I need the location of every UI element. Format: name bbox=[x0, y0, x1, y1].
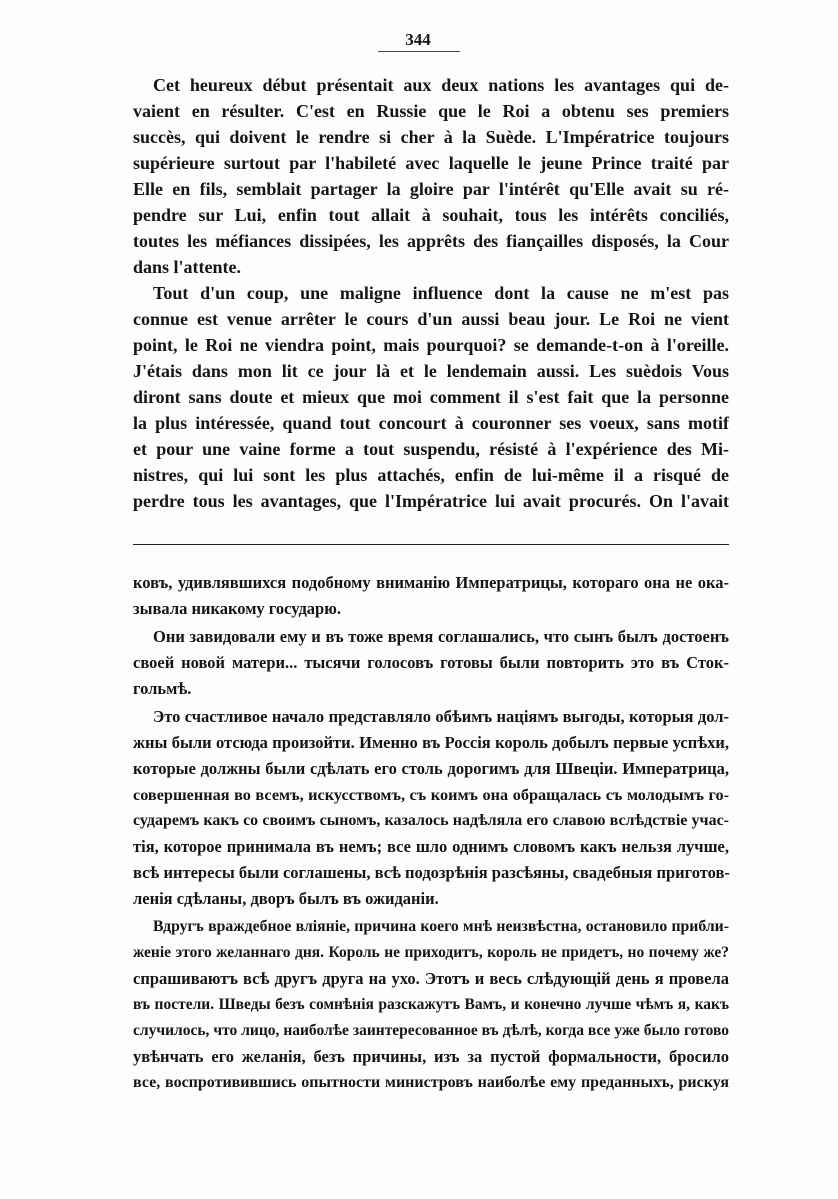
text-line: perdre tous les avantages, que l'Impératrice lui avait procurés. On l'avait bbox=[133, 491, 729, 511]
text-line: ленія сдѣланы, дворъ былъ въ ожиданіи. bbox=[133, 889, 439, 908]
text-line: vaient en résulter. C'est en Russie que le Roi a obtenu ses premiers bbox=[133, 101, 729, 121]
text-line: ковъ, удивлявшихся подобному вниманію Императрицы, котораго она не ока- bbox=[133, 573, 729, 592]
text-line: гольмѣ. bbox=[133, 679, 192, 698]
text-line: которые должны были сдѣлать его столь дорогимъ для Швеціи. Императрица, bbox=[133, 759, 729, 778]
text-line: жны были отсюда произойти. Именно въ Россія король добылъ первые успѣхи, bbox=[133, 733, 729, 752]
text-line: et pour une vaine forme a tout suspendu, résisté à l'expérience des Mi- bbox=[133, 439, 729, 459]
text-line: увѣнчать его желанія, безъ причины, изъ за пустой формальности, бросило bbox=[133, 1047, 729, 1066]
text-line: dans l'attente. bbox=[133, 257, 241, 277]
text-line: зывала никакому государю. bbox=[133, 599, 341, 618]
text-line: supérieure surtout par l'habileté avec laquelle le jeune Prince traité par bbox=[133, 153, 729, 173]
text-line: всѣ интересы были соглашены, всѣ подозрѣнія разсѣяны, свадебныя приготов- bbox=[133, 863, 730, 882]
text-line: Tout d'un coup, une maligne influence dont la cause ne m'est pas bbox=[153, 283, 729, 303]
text-line: сударемъ какъ со своимъ сыномъ, казалось надѣляла его славою вслѣдствіе учас- bbox=[133, 812, 729, 829]
text-line: Вдругъ враждебное вліяніе, причина коего мнѣ неизвѣстна, остановило прибли- bbox=[153, 918, 729, 935]
text-line: succès, qui doivent le rendre si cher à la Suède. L'Impératrice toujours bbox=[133, 127, 729, 147]
text-line: въ постели. Шведы безъ сомнѣнія разскажутъ Вамъ, и конечно лучше чѣмъ я, какъ bbox=[133, 996, 729, 1013]
text-line: все, воспротивившись опытности министровъ наиболѣе ему преданныхъ, рискуя bbox=[133, 1074, 729, 1091]
text-line: Elle en fils, semblait partager la gloire par l'intérêt qu'Elle avait su ré- bbox=[133, 179, 729, 199]
footnote-divider bbox=[133, 544, 729, 545]
text-line: совершенная во всемъ, искусствомъ, съ коимъ она обращалась съ молодымъ го- bbox=[133, 786, 729, 804]
text-line: point, le Roi ne viendra point, mais pourquoi? se demande-t-on à l'oreille. bbox=[133, 335, 729, 355]
text-line: connue est venue arrêter le cours d'un aussi beau jour. Le Roi ne vient bbox=[133, 309, 729, 329]
text-line: своей новой матери... тысячи голосовъ готовы были повторить это въ Сток- bbox=[133, 653, 729, 672]
page-number-rule bbox=[378, 51, 460, 52]
page-number: 344 bbox=[405, 30, 431, 49]
text-line: toutes les méfiances dissipées, les apprêts des fiançailles disposés, la Cour bbox=[133, 231, 729, 251]
text-line: J'étais dans mon lit ce jour là et le lendemain aussi. Les suèdois Vous bbox=[133, 361, 729, 381]
text-line: Cet heureux début présentait aux deux nations les avantages qui de- bbox=[153, 75, 729, 95]
text-line: Это счастливое начало представляло обѣимъ націямъ выгоды, которыя дол- bbox=[153, 707, 729, 726]
text-line: женіе этого желаннаго дня. Король не приходитъ, король не придетъ, но почему же? bbox=[133, 944, 729, 961]
text-line: спрашиваютъ всѣ другъ друга на ухо. Этотъ и весь слѣдующій день я провела bbox=[133, 969, 729, 988]
text-line: pendre sur Lui, enfin tout allait à souhait, tous les intérêts conciliés, bbox=[133, 205, 729, 225]
text-line: la plus intéressée, quand tout concourt à couronner ses voeux, sans motif bbox=[133, 413, 729, 433]
text-line: Они завидовали ему и въ тоже время соглашались, что сынъ былъ достоенъ bbox=[153, 627, 729, 646]
text-line: случилось, что лицо, наиболѣе заинтересованное въ дѣлѣ, когда все уже было готово bbox=[133, 1022, 729, 1039]
text-line: тія, которое принимала въ немъ; все шло однимъ словомъ какъ нельзя лучше, bbox=[133, 837, 729, 856]
text-line: diront sans doute et mieux que moi comment il s'est fait que la personne bbox=[133, 387, 729, 407]
text-line: nistres, qui lui sont les plus attachés, enfin de lui-même il a risqué de bbox=[133, 465, 729, 485]
